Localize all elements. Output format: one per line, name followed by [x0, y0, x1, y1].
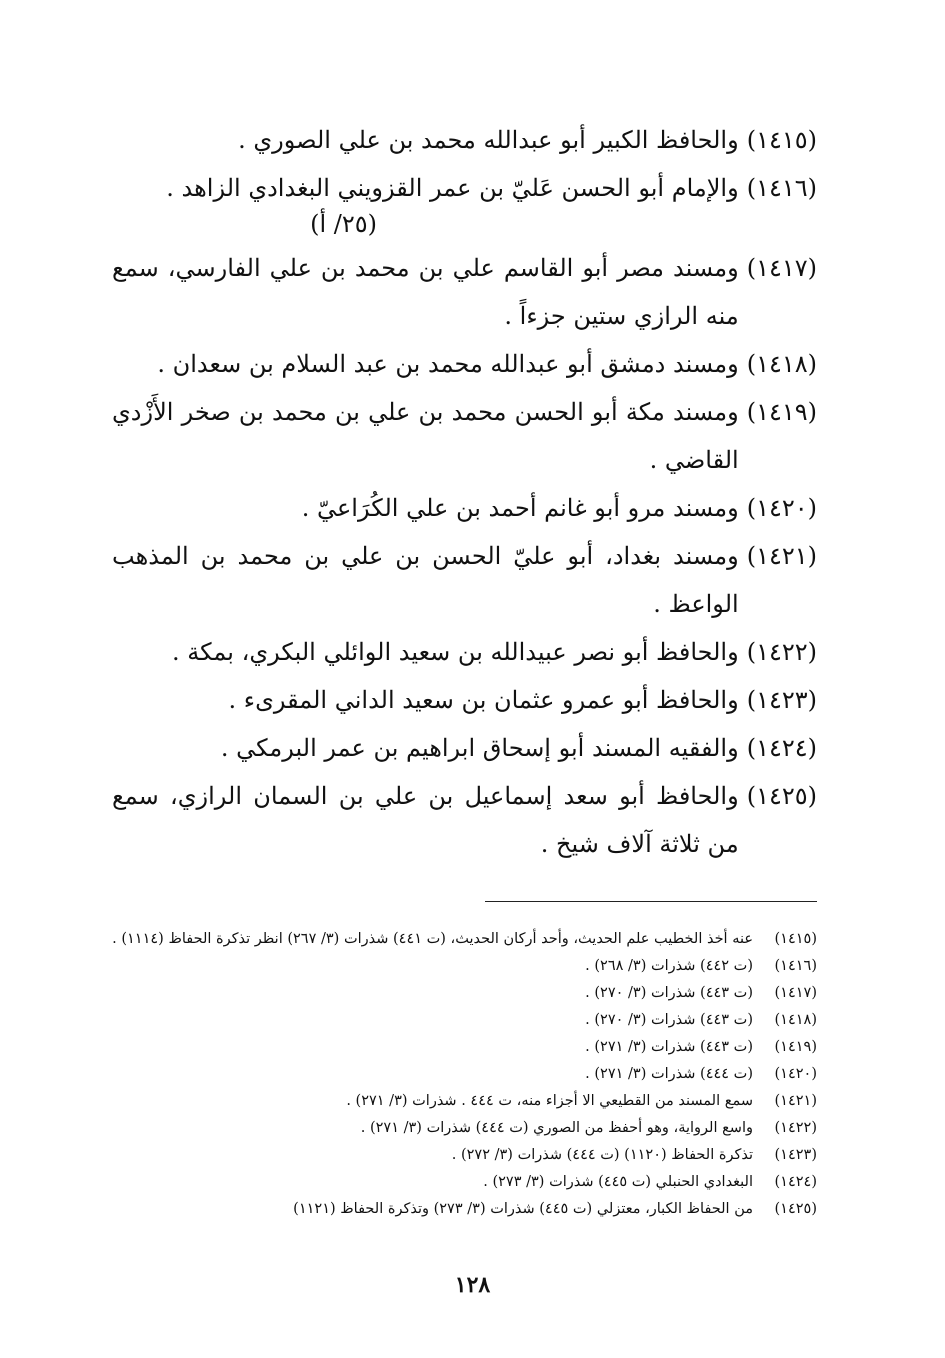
footnote-text: (ت ٤٤٤) شذرات (٣/ ٢٧١) . [585, 1066, 753, 1082]
footnote-number: (١٤١٦) [774, 958, 817, 974]
manuscript-folio-note: (٢٥/ أ) [310, 210, 377, 238]
entry-1424 [112, 724, 817, 772]
footnote-text: سمع المسند من القطيعي الا أجزاء منه، ت ٤٤٤ . شذرات (٣/ ٢٧١) . [346, 1093, 753, 1109]
footnote-1421 [112, 1088, 817, 1115]
entry-1421 [112, 532, 817, 628]
main-text [112, 116, 817, 868]
footnote-1415 [112, 926, 817, 953]
entry-1416 [112, 164, 817, 212]
footnote-1416 [112, 953, 817, 980]
footnote-number: (١٤٢٥) [774, 1201, 817, 1217]
footnotes [112, 926, 817, 1223]
footnote-number: (١٤١٩) [774, 1039, 817, 1055]
entry-text: والحافظ أبو عمرو عثمان بن سعيد الداني المقرىء . [228, 686, 739, 714]
entry-text: والحافظ الكبير أبو عبدالله محمد بن علي الصوري . [238, 126, 739, 154]
entry-text: ومسند مصر أبو القاسم علي بن محمد بن علي الفارسي، سمع منه الرازي ستين جزءاً . [112, 254, 739, 330]
footnote-text: واسع الرواية، وهو أحفظ من الصوري (ت ٤٤٤) شذرات (٣/ ٢٧١) . [360, 1120, 753, 1136]
footnote-text: البغدادي الحنبلي (ت ٤٤٥) شذرات (٣/ ٢٧٣) . [483, 1174, 753, 1190]
entry-1420 [112, 484, 817, 532]
entry-text: والإمام أبو الحسن عَليّ بن عمر القزويني البغدادي الزاهد . [166, 174, 739, 202]
footnote-text: (ت ٤٤٣) شذرات (٣/ ٢٧٠) . [585, 1012, 753, 1028]
entry-number: (١٤١٨) [746, 350, 817, 378]
entry-text: ومسند بغداد، أبو عليّ الحسن بن علي بن محمد بن المذهب الواعظ . [112, 542, 739, 618]
entry-number: (١٤٢٣) [746, 686, 817, 714]
entry-number: (١٤٢٤) [746, 734, 817, 762]
entry-number: (١٤٢٠) [746, 494, 817, 522]
entry-1418 [112, 340, 817, 388]
entry-number: (١٤١٩) [746, 398, 817, 426]
footnote-1424 [112, 1169, 817, 1196]
footnote-1419 [112, 1034, 817, 1061]
footnote-1423 [112, 1142, 817, 1169]
footnote-number: (١٤٢١) [774, 1093, 817, 1109]
entry-1422 [112, 628, 817, 676]
page-number: ١٢٨ [454, 1272, 491, 1298]
footnote-1418 [112, 1007, 817, 1034]
entry-number: (١٤١٥) [746, 126, 817, 154]
footnote-number: (١٤٢٣) [774, 1147, 817, 1163]
footnote-number: (١٤٢٤) [774, 1174, 817, 1190]
entry-1417 [112, 244, 817, 340]
footnote-number: (١٤١٨) [774, 1012, 817, 1028]
entry-number: (١٤١٦) [746, 174, 817, 202]
footnote-separator [485, 901, 817, 902]
footnote-text: من الحفاظ الكبار، معتزلي (ت ٤٤٥) شذرات (٣/ ٢٧٣) وتذكرة الحفاظ (١١٢١) [293, 1201, 753, 1217]
footnote-text: (ت ٤٤٣) شذرات (٣/ ٢٧٠) . [585, 985, 753, 1001]
footnote-number: (١٤٢٢) [774, 1120, 817, 1136]
entry-text: والحافظ أبو نصر عبيدالله بن سعيد الوائلي البكري، بمكة . [172, 638, 739, 666]
entry-1425 [112, 772, 817, 868]
footnote-text: (ت ٤٤٣) شذرات (٣/ ٢٧١) . [585, 1039, 753, 1055]
entry-number: (١٤١٧) [746, 254, 817, 282]
entry-number: (١٤٢٥) [746, 782, 817, 810]
entry-text: والفقيه المسند أبو إسحاق ابراهيم بن عمر البرمكي . [220, 734, 739, 762]
footnote-1422 [112, 1115, 817, 1142]
entry-1419 [112, 388, 817, 484]
entry-text: ومسند مكة أبو الحسن محمد بن علي بن محمد بن صخر الأَزْدي القاضي . [112, 398, 739, 474]
entry-text: ومسند مرو أبو غانم أحمد بن علي الكُرَاعيّ . [301, 494, 739, 522]
entry-number: (١٤٢١) [746, 542, 817, 570]
footnote-text: تذكرة الحفاظ (١١٢٠) (ت ٤٤٤) شذرات (٣/ ٢٧٢) . [451, 1147, 753, 1163]
entry-1423 [112, 676, 817, 724]
footnote-text: عنه أخذ الخطيب علم الحديث، وأحد أركان الحديث، (ت ٤٤١) شذرات (٣/ ٢٦٧) انظر تذكرة الحفاظ (١١١٤) . [112, 931, 753, 947]
footnote-number: (١٤١٥) [774, 931, 817, 947]
footnote-1417 [112, 980, 817, 1007]
entry-text: ومسند دمشق أبو عبدالله محمد بن عبد السلام بن سعدان . [157, 350, 739, 378]
footnote-1420 [112, 1061, 817, 1088]
entry-1415 [112, 116, 817, 164]
footnote-number: (١٤١٧) [774, 985, 817, 1001]
entry-number: (١٤٢٢) [746, 638, 817, 666]
footnote-text: (ت ٤٤٢) شذرات (٣/ ٢٦٨) . [585, 958, 753, 974]
entry-text: والحافظ أبو سعد إسماعيل بن علي بن السمان الرازي، سمع من ثلاثة آلاف شيخ . [112, 782, 739, 858]
footnote-number: (١٤٢٠) [774, 1066, 817, 1082]
footnote-1425 [112, 1196, 817, 1223]
